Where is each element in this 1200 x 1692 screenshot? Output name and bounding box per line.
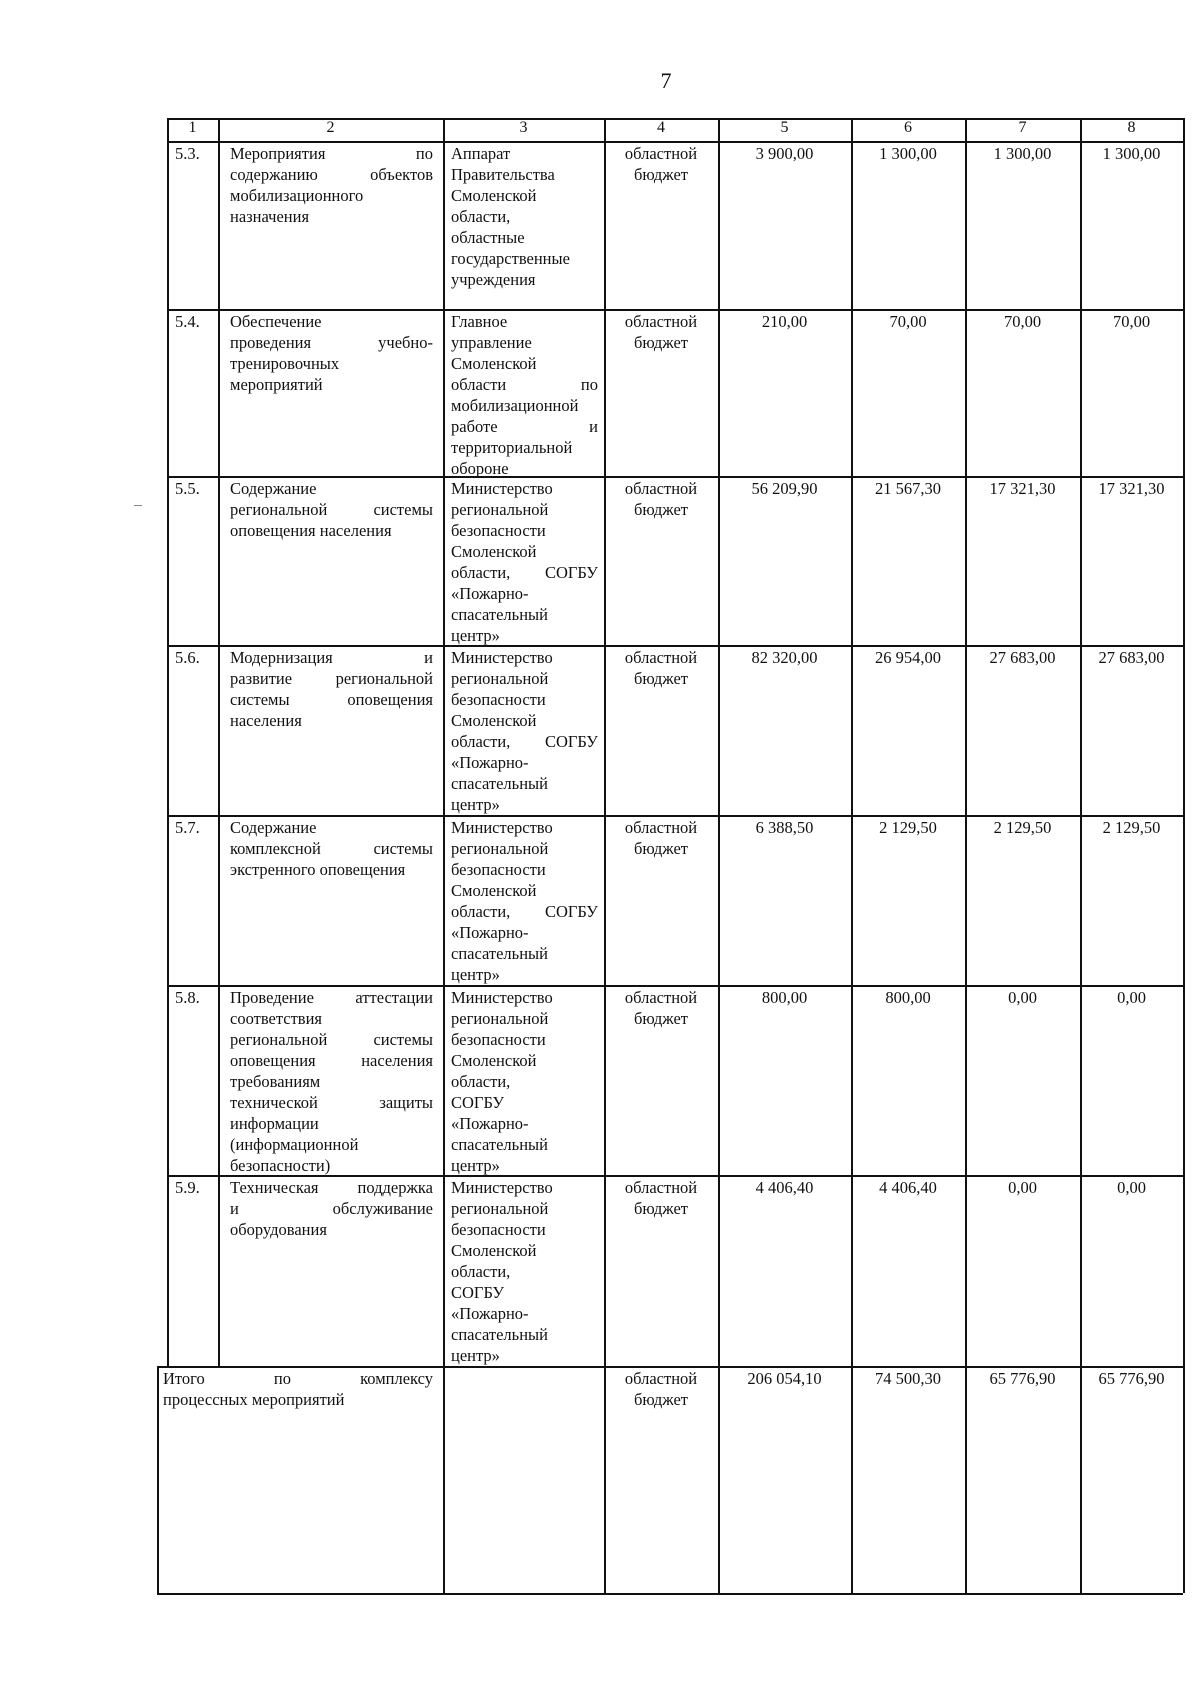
column-number-7: 7	[1018, 119, 1027, 136]
text-line: безопасности	[451, 690, 546, 709]
text-line: областной	[624, 1369, 698, 1388]
text-line: спасательный	[451, 1135, 548, 1154]
word: региональной	[230, 1030, 328, 1049]
word: учебно-	[378, 333, 433, 352]
text-line	[451, 416, 598, 437]
text-line: центр»	[451, 1156, 500, 1175]
text-line	[451, 901, 598, 922]
word: области,	[451, 732, 511, 751]
text-line: «Пожарно-	[451, 923, 529, 942]
text-line: безопасности	[451, 860, 546, 879]
text-line: мобилизационного	[230, 186, 364, 205]
col-border	[1183, 118, 1185, 1593]
text-line: Содержание	[230, 818, 317, 837]
word: региональной	[230, 500, 328, 519]
row-number: 5.8.	[175, 988, 200, 1007]
row-number: 5.3.	[175, 144, 200, 163]
word: области	[451, 375, 507, 394]
text-line: бюджет	[634, 1390, 688, 1409]
word: защиты	[379, 1093, 433, 1112]
amount-v6: 4 406,40	[879, 1178, 937, 1197]
text-line: бюджет	[634, 1009, 688, 1028]
funding-source	[604, 1177, 718, 1219]
text-line: Министерство	[451, 988, 553, 1007]
text-line	[230, 164, 433, 185]
text-line: областной	[624, 144, 698, 163]
text-line: безопасности)	[230, 1156, 331, 1175]
text-line	[451, 562, 598, 583]
text-line	[230, 1092, 433, 1113]
column-number-4: 4	[657, 119, 665, 136]
text-line	[230, 1198, 433, 1219]
amount-v5: 4 406,40	[755, 1178, 814, 1197]
text-line: безопасности	[451, 1220, 546, 1239]
text-line: Смоленской	[451, 354, 537, 373]
text-line: СОГБУ	[451, 1283, 505, 1302]
activity-name	[230, 647, 433, 731]
text-line: территориальной	[451, 438, 573, 457]
word: Проведение	[230, 988, 314, 1007]
amount-v5: 3 900,00	[755, 144, 814, 163]
text-line	[163, 1368, 433, 1389]
amount-v8: 1 300,00	[1102, 144, 1161, 163]
funding-source	[604, 311, 718, 353]
executor	[451, 143, 598, 290]
text-line: региональной	[451, 839, 549, 858]
amount-v5: 82 320,00	[751, 648, 818, 667]
text-line: назначения	[230, 207, 310, 226]
word: СОГБУ	[544, 732, 598, 751]
amount-v6: 2 129,50	[879, 818, 937, 837]
word: системы	[373, 839, 433, 858]
total-amount-v6: 74 500,30	[875, 1369, 941, 1388]
column-number-3: 3	[519, 119, 528, 136]
total-amount-v8: 65 776,90	[1098, 1369, 1165, 1388]
text-line: Смоленской	[451, 542, 537, 561]
executor	[451, 647, 598, 815]
word: населения	[361, 1051, 433, 1070]
col-border	[167, 118, 169, 1366]
text-line: региональной	[451, 669, 549, 688]
word: аттестации	[355, 988, 433, 1007]
text-line: Правительства	[451, 165, 555, 184]
word: комплексу	[360, 1369, 433, 1388]
text-line: бюджет	[634, 500, 688, 519]
text-line: бюджет	[634, 839, 688, 858]
activity-name	[230, 478, 433, 541]
text-line: безопасности	[451, 521, 546, 540]
text-line	[451, 731, 598, 752]
text-line	[230, 987, 433, 1008]
text-line: региональной	[451, 1199, 549, 1218]
activity-name	[230, 1177, 433, 1240]
text-line: бюджет	[634, 669, 688, 688]
column-number-2: 2	[326, 119, 335, 136]
word: содержанию	[230, 165, 318, 184]
text-line: СОГБУ	[451, 1093, 505, 1112]
text-line: спасательный	[451, 1325, 548, 1344]
word: работе	[451, 417, 498, 436]
word: обслуживание	[332, 1199, 433, 1218]
amount-v6: 26 954,00	[875, 648, 941, 667]
row-number: 5.9.	[175, 1178, 200, 1197]
text-line: Главное	[451, 312, 508, 331]
word: Итого	[163, 1369, 205, 1388]
text-line: Смоленской	[451, 711, 537, 730]
word: системы	[373, 500, 433, 519]
text-line: Смоленской	[451, 1241, 537, 1260]
amount-v8: 27 683,00	[1098, 648, 1165, 667]
text-line: центр»	[451, 626, 500, 645]
total-funding-source	[604, 1368, 718, 1410]
text-line: спасательный	[451, 774, 548, 793]
word: по	[273, 1369, 291, 1388]
amount-v6: 800,00	[885, 988, 931, 1007]
total-left-border	[157, 1366, 159, 1593]
text-line: мобилизационной	[451, 396, 579, 415]
column-number-5: 5	[780, 119, 789, 136]
text-line: экстренного оповещения	[230, 860, 406, 879]
amount-v5: 56 209,90	[751, 479, 818, 498]
word: проведения	[230, 333, 312, 352]
text-line: областной	[624, 988, 698, 1007]
amount-v7: 1 300,00	[993, 144, 1052, 163]
text-line: «Пожарно-	[451, 753, 529, 772]
text-line: государственные	[451, 249, 570, 268]
text-line: области,	[451, 1072, 511, 1091]
text-line: области,	[451, 207, 511, 226]
amount-v8: 2 129,50	[1102, 818, 1161, 837]
funding-source	[604, 817, 718, 859]
text-line	[230, 1050, 433, 1071]
text-line: региональной	[451, 1009, 549, 1028]
word: СОГБУ	[544, 902, 598, 921]
text-line: населения	[230, 711, 302, 730]
amount-v6: 21 567,30	[875, 479, 941, 498]
text-line: Смоленской	[451, 881, 537, 900]
amount-v5: 800,00	[761, 988, 808, 1007]
amount-v6: 1 300,00	[879, 144, 937, 163]
text-line: Содержание	[230, 479, 317, 498]
row-number: 5.4.	[175, 312, 200, 331]
text-line: центр»	[451, 795, 500, 814]
word: системы	[230, 690, 290, 709]
text-line: центр»	[451, 1346, 500, 1365]
text-line: безопасности	[451, 1030, 546, 1049]
word: области,	[451, 902, 511, 921]
text-line: Министерство	[451, 818, 553, 837]
amount-v6: 70,00	[889, 312, 927, 331]
amount-v8: 70,00	[1112, 312, 1151, 331]
activity-name	[230, 143, 433, 227]
word: поддержка	[357, 1178, 433, 1197]
word: технической	[230, 1093, 318, 1112]
text-line: оповещения населения	[230, 521, 392, 540]
text-line	[230, 332, 433, 353]
text-line: мероприятий	[230, 375, 323, 394]
text-line: управление	[451, 333, 532, 352]
text-line: Обеспечение	[230, 312, 322, 331]
word: Мероприятия	[230, 144, 326, 163]
word: развитие	[230, 669, 293, 688]
executor	[451, 478, 598, 646]
text-line: областные	[451, 228, 525, 247]
text-line: требованиям	[230, 1072, 321, 1091]
word: по	[415, 144, 433, 163]
funding-source	[604, 143, 718, 185]
total-label	[163, 1368, 433, 1410]
executor	[451, 817, 598, 985]
text-line: Министерство	[451, 479, 553, 498]
col-border	[443, 118, 445, 1593]
word: региональной	[335, 669, 433, 688]
col-border	[218, 118, 220, 1366]
text-line: обороне	[451, 459, 509, 478]
activity-name	[230, 987, 433, 1176]
executor	[451, 311, 598, 479]
text-line: бюджет	[634, 1199, 688, 1218]
text-line: «Пожарно-	[451, 1304, 529, 1323]
text-line	[230, 1177, 433, 1198]
text-line	[451, 374, 598, 395]
amount-v8: 0,00	[1117, 988, 1146, 1007]
word: оповещения	[347, 690, 433, 709]
text-line: Министерство	[451, 648, 553, 667]
text-line: тренировочных	[230, 354, 340, 373]
amount-v7: 0,00	[1008, 988, 1037, 1007]
executor	[451, 1177, 598, 1366]
text-line: области,	[451, 1262, 511, 1281]
text-line	[230, 1029, 433, 1050]
word: по	[580, 375, 598, 394]
word: области,	[451, 563, 511, 582]
text-line: бюджет	[634, 165, 688, 184]
funding-source	[604, 647, 718, 689]
table-bottom-border	[157, 1593, 1183, 1595]
text-line	[230, 668, 433, 689]
text-line: Аппарат	[451, 144, 511, 163]
column-number-1: 1	[188, 119, 197, 136]
row-number: 5.5.	[175, 479, 200, 498]
text-line: областной	[624, 1178, 698, 1197]
text-line: бюджет	[634, 333, 688, 352]
funding-source	[604, 478, 718, 520]
text-line: (информационной	[230, 1135, 359, 1154]
word: и	[589, 417, 598, 436]
word: объектов	[370, 165, 433, 184]
text-line: областной	[624, 479, 698, 498]
text-line: областной	[624, 648, 698, 667]
text-line: центр»	[451, 965, 500, 984]
text-line: региональной	[451, 500, 549, 519]
amount-v5: 210,00	[761, 312, 808, 331]
text-line: «Пожарно-	[451, 584, 529, 603]
word: Техническая	[230, 1178, 319, 1197]
page-number: 7	[660, 68, 672, 93]
text-line: процессных мероприятий	[163, 1390, 345, 1409]
activity-name	[230, 817, 433, 880]
amount-v7: 70,00	[1003, 312, 1042, 331]
text-line: Министерство	[451, 1178, 553, 1197]
text-line: учреждения	[451, 270, 536, 289]
amount-v5: 6 388,50	[755, 818, 814, 837]
text-line	[230, 647, 433, 668]
text-line: областной	[624, 818, 698, 837]
text-line	[230, 689, 433, 710]
margin-mark	[134, 505, 142, 506]
text-line: оборудования	[230, 1220, 327, 1239]
text-line	[230, 838, 433, 859]
word: комплексной	[230, 839, 321, 858]
word: СОГБУ	[544, 563, 598, 582]
total-amount-v7: 65 776,90	[989, 1369, 1056, 1388]
executor	[451, 987, 598, 1176]
column-number-6: 6	[904, 119, 912, 136]
text-line: спасательный	[451, 944, 548, 963]
amount-v7: 0,00	[1008, 1178, 1037, 1197]
text-line	[230, 143, 433, 164]
text-line: информации	[230, 1114, 319, 1133]
text-line: Смоленской	[451, 1051, 537, 1070]
amount-v7: 27 683,00	[989, 648, 1056, 667]
total-amount-v5: 206 054,10	[747, 1369, 822, 1388]
amount-v7: 17 321,30	[989, 479, 1056, 498]
text-line: Смоленской	[451, 186, 537, 205]
word: и	[230, 1199, 239, 1218]
word: и	[424, 648, 433, 667]
text-line: областной	[624, 312, 698, 331]
word: Модернизация	[230, 648, 333, 667]
row-number: 5.7.	[175, 818, 200, 837]
amount-v8: 17 321,30	[1098, 479, 1165, 498]
amount-v8: 0,00	[1117, 1178, 1146, 1197]
text-line: соответствия	[230, 1009, 322, 1028]
column-number-8: 8	[1127, 119, 1136, 136]
word: системы	[373, 1030, 433, 1049]
funding-source	[604, 987, 718, 1029]
activity-name	[230, 311, 433, 395]
amount-v7: 2 129,50	[993, 818, 1052, 837]
text-line	[230, 499, 433, 520]
word: оповещения	[230, 1051, 316, 1070]
text-line: спасательный	[451, 605, 548, 624]
text-line: «Пожарно-	[451, 1114, 529, 1133]
row-number: 5.6.	[175, 648, 200, 667]
